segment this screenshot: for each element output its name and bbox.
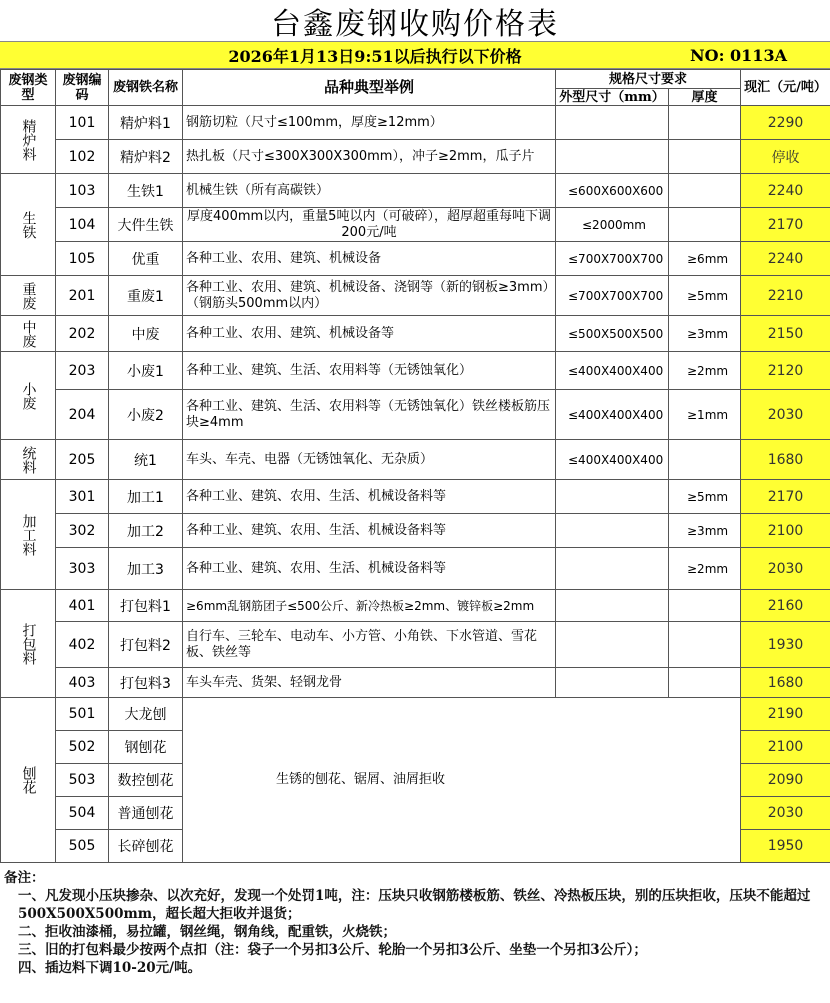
price-cell: 1930 — [741, 622, 830, 668]
thickness-cell: ≥2mm — [669, 352, 741, 390]
thickness-cell: ≥3mm — [669, 514, 741, 548]
code-cell: 101 — [56, 106, 109, 140]
table-row — [1, 276, 830, 316]
price-cell: 2240 — [741, 174, 830, 208]
price-cell: 2170 — [741, 208, 830, 242]
code-cell: 504 — [56, 797, 109, 830]
code-cell: 202 — [56, 316, 109, 352]
thickness-cell: ≥3mm — [669, 316, 741, 352]
name-cell: 小废2 — [109, 390, 183, 440]
code-cell: 103 — [56, 174, 109, 208]
col-header-outer: 外型尺寸（mm） — [556, 89, 669, 106]
example-cell: 热扎板（尺寸≤300X300X300mm），冲子≥2mm，瓜子片 — [183, 140, 556, 174]
name-cell: 打包料2 — [109, 622, 183, 668]
table-row — [1, 140, 830, 174]
name-cell: 精炉料1 — [109, 106, 183, 140]
thickness-cell — [669, 140, 741, 174]
table-row — [1, 174, 830, 208]
name-cell: 重废1 — [109, 276, 183, 316]
price-cell: 2090 — [741, 764, 830, 797]
thickness-cell: ≥5mm — [669, 276, 741, 316]
name-cell: 长碎刨花 — [109, 830, 183, 863]
example-cell: 各种工业、农用、建筑、机械设备、浇钢等（新的钢板≥3mm）（钢筋头500mm以内） — [183, 276, 556, 316]
group-label: 统料 — [1, 440, 56, 480]
note-4: 四、插边料下调10-20元/吨。 — [4, 959, 822, 977]
code-cell: 403 — [56, 668, 109, 698]
outer-cell: ≤500X500X500 — [556, 316, 669, 352]
thickness-cell: ≥6mm — [669, 242, 741, 276]
thickness-cell — [669, 590, 741, 622]
table-row — [1, 352, 830, 390]
outer-cell — [556, 622, 669, 668]
outer-cell: ≤400X400X400 — [556, 352, 669, 390]
example-cell: 各种工业、建筑、农用、生活、机械设备料等 — [183, 480, 556, 514]
price-cell: 2160 — [741, 590, 830, 622]
group-label: 刨花 — [1, 698, 56, 863]
price-cell: 2030 — [741, 797, 830, 830]
table-row — [1, 208, 830, 242]
thickness-cell: ≥2mm — [669, 548, 741, 590]
example-cell: 机械生铁（所有高碳铁） — [183, 174, 556, 208]
table-row — [1, 668, 830, 698]
name-cell: 优重 — [109, 242, 183, 276]
table-row — [1, 622, 830, 668]
name-cell: 中废 — [109, 316, 183, 352]
price-cell: 2190 — [741, 698, 830, 731]
table-row — [1, 242, 830, 276]
name-cell: 小废1 — [109, 352, 183, 390]
col-header-name: 废钢铁名称 — [109, 70, 183, 106]
shavings-example-cell — [183, 698, 741, 863]
name-cell: 加工2 — [109, 514, 183, 548]
name-cell: 加工1 — [109, 480, 183, 514]
outer-cell: ≤700X700X700 — [556, 276, 669, 316]
outer-cell — [556, 590, 669, 622]
example-cell: 各种工业、建筑、农用、生活、机械设备料等 — [183, 548, 556, 590]
outer-cell — [556, 548, 669, 590]
group-label: 中废 — [1, 316, 56, 352]
price-cell: 2240 — [741, 242, 830, 276]
example-cell: 各种工业、建筑、农用、生活、机械设备料等 — [183, 514, 556, 548]
example-cell: 各种工业、农用、建筑、机械设备等 — [183, 316, 556, 352]
notice-bar — [0, 41, 830, 69]
thickness-cell: ≥5mm — [669, 480, 741, 514]
group-label: 加工料 — [1, 480, 56, 590]
price-cell: 1680 — [741, 668, 830, 698]
price-cell: 2120 — [741, 352, 830, 390]
name-cell: 加工3 — [109, 548, 183, 590]
name-cell: 大龙刨 — [109, 698, 183, 731]
table-row — [1, 590, 830, 622]
page-title: 台鑫废钢收购价格表 — [0, 0, 830, 41]
col-header-spec: 规格尺寸要求 — [556, 70, 741, 89]
notes-section — [0, 863, 830, 1003]
table-row — [1, 514, 830, 548]
price-cell: 2170 — [741, 480, 830, 514]
name-cell: 精炉料2 — [109, 140, 183, 174]
price-cell: 停收 — [741, 140, 830, 174]
table-row — [1, 316, 830, 352]
example-cell: 各种工业、建筑、生活、农用料等（无锈蚀氧化）铁丝楼板筋压块≥4mm — [183, 390, 556, 440]
code-cell: 401 — [56, 590, 109, 622]
price-cell: 2290 — [741, 106, 830, 140]
outer-cell — [556, 140, 669, 174]
example-cell: 各种工业、农用、建筑、机械设备 — [183, 242, 556, 276]
thickness-cell — [669, 622, 741, 668]
code-cell: 501 — [56, 698, 109, 731]
code-cell: 402 — [56, 622, 109, 668]
price-table — [0, 69, 830, 863]
col-header-thickness: 厚度 — [669, 89, 741, 106]
price-cell: 1680 — [741, 440, 830, 480]
example-cell: 车头车壳、货架、轻钢龙骨 — [183, 668, 556, 698]
note-3: 三、旧的打包料最少按两个点扣（注：袋子一个另扣3公斤、轮胎一个另扣3公斤、坐垫一个另扣3公斤）； — [4, 941, 822, 959]
price-cell: 1950 — [741, 830, 830, 863]
code-cell: 303 — [56, 548, 109, 590]
example-cell: 自行车、三轮车、电动车、小方管、小角铁、下水管道、雪花板、铁丝等 — [183, 622, 556, 668]
code-cell: 104 — [56, 208, 109, 242]
example-cell: 车头、车壳、电器（无锈蚀氧化、无杂质） — [183, 440, 556, 480]
name-cell: 统1 — [109, 440, 183, 480]
outer-cell: ≤600X600X600 — [556, 174, 669, 208]
price-cell: 2210 — [741, 276, 830, 316]
table-row — [1, 480, 830, 514]
group-label: 打包料 — [1, 590, 56, 698]
note-1: 一、凡发现小压块掺杂、以次充好，发现一个处罚1吨，注：压块只收钢筋楼板筋、铁丝、冷热板压块，别的压块拒收，压块不能超过500X500X500mm，超长超大拒收并退货； — [4, 887, 822, 923]
price-cell: 2150 — [741, 316, 830, 352]
code-cell: 301 — [56, 480, 109, 514]
table-row — [1, 390, 830, 440]
effective-date: 2026年1月13日9:51以后执行以下价格 — [0, 44, 690, 67]
group-label: 重废 — [1, 276, 56, 316]
outer-cell: ≤400X400X400 — [556, 390, 669, 440]
outer-cell: ≤400X400X400 — [556, 440, 669, 480]
code-cell: 204 — [56, 390, 109, 440]
example-cell: 厚度400mm以内，重量5吨以内（可破碎），超厚超重每吨下调200元/吨 — [183, 208, 556, 242]
thickness-cell — [669, 208, 741, 242]
thickness-cell — [669, 668, 741, 698]
price-cell: 2030 — [741, 548, 830, 590]
col-header-examples: 品种典型举例 — [183, 70, 556, 106]
code-cell: 201 — [56, 276, 109, 316]
col-header-price: 现汇（元/吨） — [741, 70, 830, 106]
name-cell: 打包料3 — [109, 668, 183, 698]
price-cell: 2030 — [741, 390, 830, 440]
col-header-type: 废钢类型 — [1, 70, 56, 106]
outer-cell — [556, 514, 669, 548]
example-cell: 钢筋切粒（尺寸≤100mm，厚度≥12mm） — [183, 106, 556, 140]
name-cell: 数控刨花 — [109, 764, 183, 797]
outer-cell: ≤700X700X700 — [556, 242, 669, 276]
name-cell: 生铁1 — [109, 174, 183, 208]
code-cell: 505 — [56, 830, 109, 863]
code-cell: 203 — [56, 352, 109, 390]
code-cell: 302 — [56, 514, 109, 548]
group-label: 小废 — [1, 352, 56, 440]
code-cell: 503 — [56, 764, 109, 797]
price-cell: 2100 — [741, 514, 830, 548]
thickness-cell — [669, 174, 741, 208]
table-row — [1, 440, 830, 480]
name-cell: 打包料1 — [109, 590, 183, 622]
code-cell: 102 — [56, 140, 109, 174]
outer-cell: ≤2000mm — [556, 208, 669, 242]
example-cell: ≥6mm乱钢筋团子≤500公斤、新冷热板≥2mm、镀锌板≥2mm — [183, 590, 556, 622]
outer-cell — [556, 668, 669, 698]
table-row — [1, 106, 830, 140]
group-label: 精炉料 — [1, 106, 56, 174]
name-cell: 钢刨花 — [109, 731, 183, 764]
example-cell: 各种工业、建筑、生活、农用料等（无锈蚀氧化） — [183, 352, 556, 390]
notes-label: 备注： — [4, 869, 822, 887]
thickness-cell — [669, 106, 741, 140]
code-cell: 105 — [56, 242, 109, 276]
document-number: NO: 0113A — [690, 46, 830, 65]
group-label: 生铁 — [1, 174, 56, 276]
note-2: 二、拒收油漆桶，易拉罐，钢丝绳，钢角线，配重铁，火烧铁； — [4, 923, 822, 941]
thickness-cell — [669, 440, 741, 480]
table-row — [1, 548, 830, 590]
name-cell: 大件生铁 — [109, 208, 183, 242]
price-cell: 2100 — [741, 731, 830, 764]
code-cell: 502 — [56, 731, 109, 764]
outer-cell — [556, 480, 669, 514]
name-cell: 普通刨花 — [109, 797, 183, 830]
thickness-cell: ≥1mm — [669, 390, 741, 440]
code-cell: 205 — [56, 440, 109, 480]
col-header-code: 废钢编码 — [56, 70, 109, 106]
shavings-example: 生锈的刨花、锯屑、油屑拒收 — [276, 772, 445, 787]
table-row — [1, 698, 830, 731]
outer-cell — [556, 106, 669, 140]
